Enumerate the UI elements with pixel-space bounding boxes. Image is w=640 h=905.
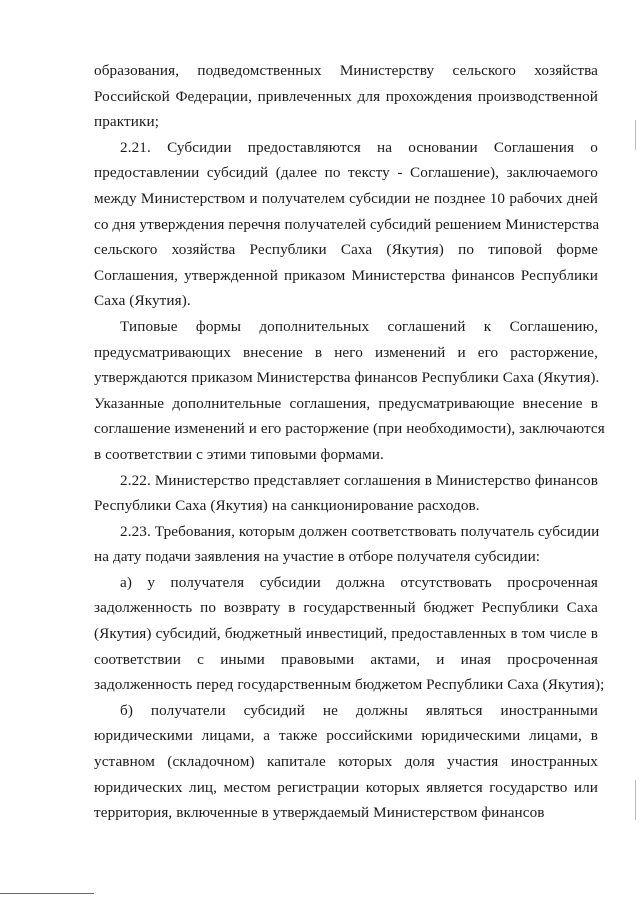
text-line: 2.21. Субсидии предоставляются на основании Соглашения о — [120, 138, 598, 156]
text-line: б) получатели субсидий не должны являться иностранными — [120, 701, 598, 719]
text-line: задолженность перед государственным бюджетом Республики Саха (Якутия); — [94, 676, 605, 694]
text-line: практики; — [94, 113, 160, 131]
text-line: образования, подведомственных Министерству сельского хозяйства — [94, 62, 598, 79]
paragraph — [94, 135, 598, 314]
footer-rule — [0, 893, 94, 894]
text-line: между Министерством и получателем субсидии не позднее 10 рабочих дней — [94, 189, 598, 207]
text-line: предусматривающих внесение в него изменений и его расторжение, — [94, 343, 598, 361]
scan-edge-mark — [635, 120, 636, 150]
paragraph — [94, 314, 605, 468]
scan-edge-mark — [635, 780, 636, 820]
text-line: Указанные дополнительные соглашения, предусматривающие внесение в — [94, 394, 598, 412]
text-line: в соответствии с этими типовыми формами. — [94, 445, 384, 463]
paragraph — [94, 519, 598, 570]
document-body — [94, 58, 605, 826]
text-line: сельского хозяйства Республики Саха (Якутия) по типовой форме — [94, 241, 598, 259]
text-line: уставном (складочном) капитале которых доля участия иностранных — [94, 753, 598, 771]
paragraph — [94, 698, 598, 826]
text-line: соглашение изменений и его расторжение (при необходимости), заключаются — [94, 420, 605, 438]
text-line: а) у получателя субсидии должна отсутствовать просроченная — [120, 573, 598, 591]
text-line: Саха (Якутия). — [94, 292, 191, 310]
text-line: 2.22. Министерство представляет соглашения в Министерство финансов — [120, 471, 598, 489]
text-line: Соглашения, утвержденной приказом Министерства финансов Республики — [94, 266, 598, 284]
text-line: утверждаются приказом Министерства финансов Республики Саха (Якутия). — [94, 369, 600, 387]
text-line: Республики Саха (Якутия) на санкционирование расходов. — [94, 497, 480, 515]
text-line: (Якутия) субсидий, бюджетный инвестиций, предоставленных в том числе в — [94, 625, 598, 643]
paragraph — [94, 570, 605, 698]
text-line: юридических лиц, местом регистрации которых является государство или — [94, 778, 598, 796]
text-line: 2.23. Требования, которым должен соответствовать получатель субсидии — [120, 522, 600, 540]
paragraph — [94, 58, 598, 135]
text-line: соответствии с иными правовыми актами, и иная просроченная — [94, 650, 598, 668]
text-line: задолженность по возврату в государственный бюджет Республики Саха — [94, 599, 598, 617]
text-line: Типовые формы дополнительных соглашений к Соглашению, — [120, 317, 598, 335]
paragraph — [94, 468, 598, 519]
text-line: со дня утверждения перечня получателей субсидий решением Министерства — [94, 215, 600, 233]
text-line: юридическими лицами, а также российскими юридическими лицами, в — [94, 727, 598, 745]
text-line: на дату подачи заявления на участие в отборе получателя субсидии: — [94, 548, 541, 566]
document-page — [94, 58, 605, 826]
text-line: территория, включенные в утверждаемый Министерством финансов — [94, 804, 545, 822]
text-line: предоставлении субсидий (далее по тексту - Соглашение), заключаемого — [94, 164, 598, 182]
text-line: Российской Федерации, привлеченных для прохождения производственной — [94, 87, 598, 105]
